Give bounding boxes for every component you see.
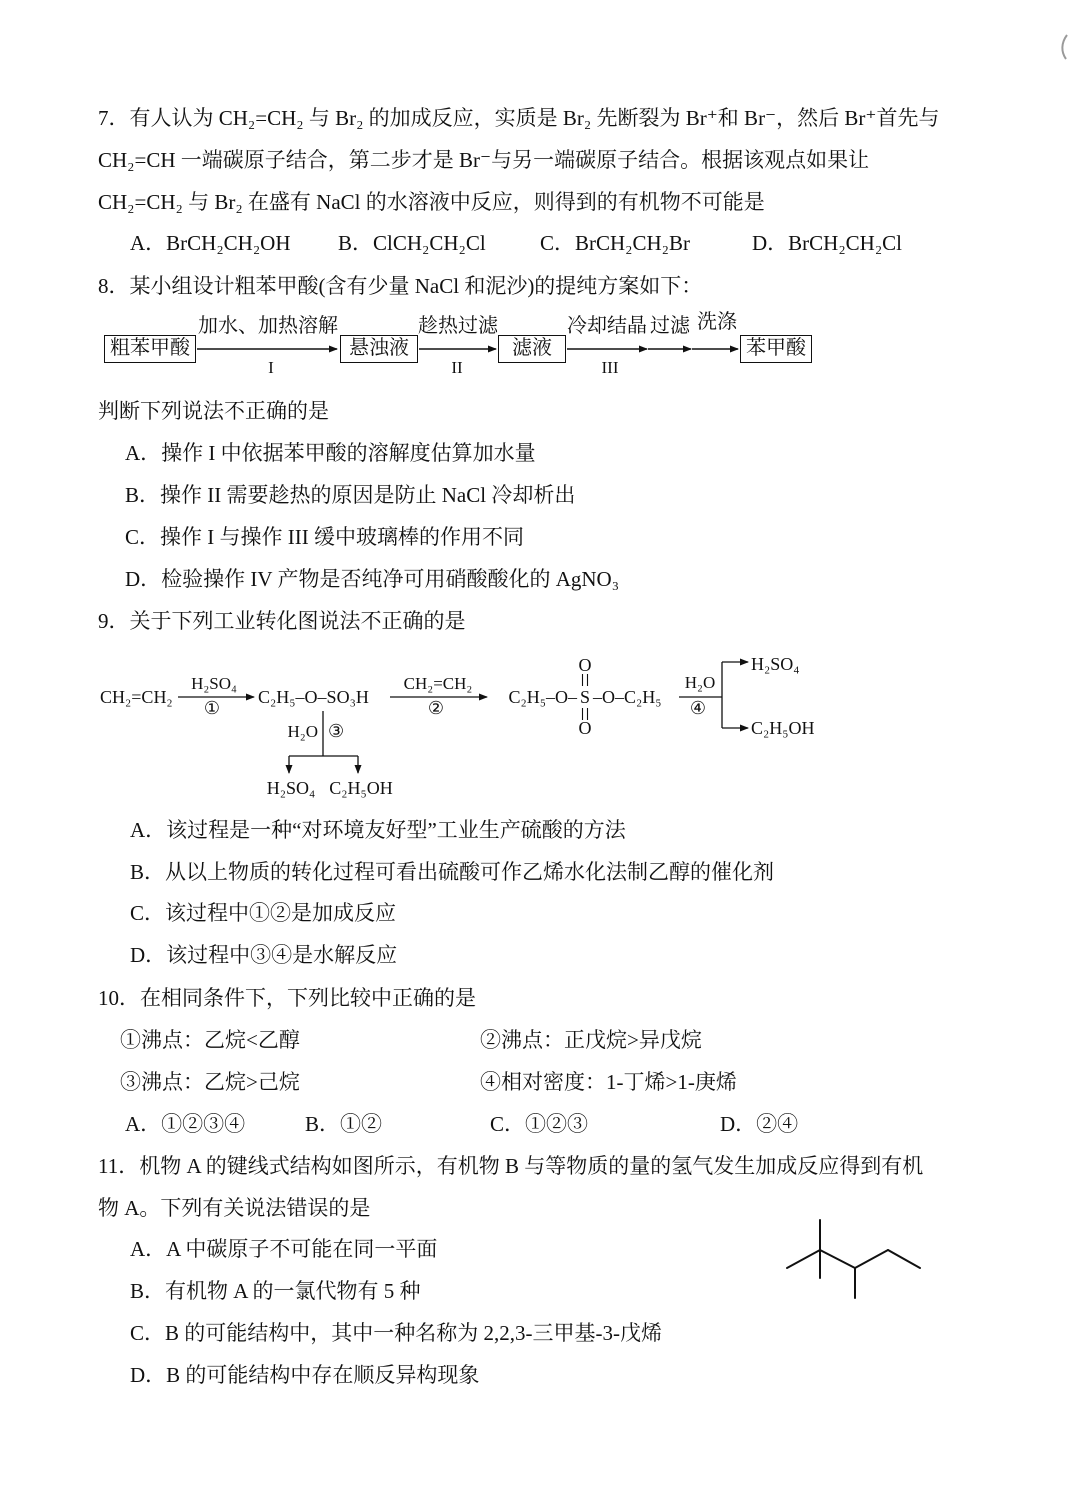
q9-option-a: A．该过程是一种“对环境友好型”工业生产硫酸的方法 [130,818,626,842]
q7-stem-line-3: CH₂=CH₂ 与 Br₂ 在盛有 NaCl 的水溶液中反应，则得到的有机物不可能是 [98,190,765,214]
q11-stem-line-2: 物 A。下列有关说法错误的是 [98,1196,371,1220]
flow-step-3-numeral: III [601,358,619,377]
scheme-step-3-number: ③ [328,721,345,741]
flow-step-3-label-filter: 过滤 [650,315,690,337]
scheme-intermediate-2-left: C₂H₅–O– [508,687,577,707]
scheme-step-3-product-ethanol: C₂H₅OH [329,778,393,798]
q7-stem-line-1: 7．有人认为 CH₂=CH₂ 与 Br₂ 的加成反应，实质是 Br₂ 先断裂为 Br⁺和 Br⁻，然后 Br⁺首先与 [98,106,940,130]
q10-option-b: B．①② [305,1112,383,1136]
q8-stem: 8．某小组设计粗苯甲酸(含有少量 NaCl 和泥沙)的提纯方案如下： [98,274,703,298]
q10-statement-1: ①沸点：乙烷<乙醇 [120,1028,300,1052]
scheme-step-1-number: ① [203,698,221,718]
flow-box-suspension: 悬浊液 [340,335,418,363]
scheme-step-4-product-ethanol: C₂H₅OH [751,718,815,738]
q10-option-d: D．②④ [720,1112,799,1136]
scheme-step-4-number: ④ [689,698,707,718]
scheme-step-4-product-sulfuric-acid: H₂SO₄ [751,654,800,674]
q7-option-d: D．BrCH₂CH₂Cl [752,231,902,255]
q11-option-c: C．B 的可能结构中，其中一种名称为 2,2,3-三甲基-3-戊烯 [130,1321,662,1345]
flow-step-3-label-wash: 洗涤 [697,311,737,333]
q9-option-c: C．该过程中①②是加成反应 [130,901,397,925]
q11-stem-line-1: 11．机物 A 的键线式结构如图所示，有机物 B 与等物质的量的氢气发生加成反应得到有机 [98,1154,924,1178]
q8-option-d: D．检验操作 IV 产物是否纯净可用硝酸酸化的 AgNO₃ [125,567,620,591]
q7-option-c: C．BrCH₂CH₂Br [540,231,690,255]
scheme-step-2-reagent: CH₂=CH₂ [403,674,473,693]
bond-c4-c5 [888,1250,920,1268]
flow-step-2-numeral: II [451,358,463,377]
flow-step-3-label-cooling: 冷却结晶 [567,315,647,337]
q11-bond-line-structure [780,1215,925,1305]
q11-option-b: B．有机物 A 的一氯代物有 5 种 [130,1279,421,1303]
q11-option-a: A．A 中碳原子不可能在同一平面 [130,1237,438,1261]
scheme-intermediate-2-right: –O–C₂H₅ [593,687,662,707]
q10-option-a: A．①②③④ [125,1112,246,1136]
scheme-ethylene-start: CH₂=CH₂ [100,687,173,707]
flow-step-1-label: 加水、加热溶解 [198,315,338,337]
scheme-step-3-reagent: H₂O [287,722,318,741]
q10-stem: 10．在相同条件下，下列比较中正确的是 [98,986,476,1010]
scheme-intermediate-1: C₂H₅–O–SO₃H [258,687,369,707]
q9-stem: 9．关于下列工业转化图说法不正确的是 [98,609,466,633]
q7-option-a: A．BrCH₂CH₂OH [130,231,291,255]
q9-option-d: D．该过程中③④是水解反应 [130,943,398,967]
scan-edge-mark-stroke [1062,35,1067,59]
scheme-step-1-reagent: H₂SO₄ [191,674,237,693]
scheme-intermediate-2-bottom-oxygen: O [578,718,592,738]
scan-edge-mark [1058,28,1070,70]
q7-stem-line-2: CH₂=CH 一端碳原子结合，第二步才是 Br⁻与另一端碳原子结合。根据该观点如果让 [98,148,870,172]
bond-c1-c2 [787,1250,820,1268]
q8-option-a: A．操作 I 中依据苯甲酸的溶解度估算加水量 [125,441,536,465]
bond-c3-c4 [855,1250,888,1268]
q11-option-d: D．B 的可能结构中存在顺反异构现象 [130,1363,480,1387]
q7-option-b: B．ClCH₂CH₂Cl [338,231,486,255]
q10-statement-4: ④相对密度：1-丁烯>1-庚烯 [480,1070,737,1094]
flow-box-filtrate: 滤液 [498,335,566,363]
q9-option-b: B．从以上物质的转化过程可看出硫酸可作乙烯水化法制乙醇的催化剂 [130,860,775,884]
q10-statement-2: ②沸点：正戊烷>异戊烷 [480,1028,702,1052]
flow-step-2-label: 趁热过滤 [418,315,498,337]
q10-option-c: C．①②③ [490,1112,589,1136]
q8-option-b: B．操作 II 需要趁热的原因是防止 NaCl 冷却析出 [125,483,576,507]
flow-arrows [190,340,750,360]
scheme-step-3-product-sulfuric-acid: H₂SO₄ [266,778,316,798]
q9-reaction-scheme [90,645,840,805]
scheme-step-2-number: ② [427,698,445,718]
scheme-intermediate-2-top-oxygen: O [578,655,592,675]
scheme-intermediate-2-sulfur: S [579,687,591,707]
flow-box-crude-benzoic-acid: 粗苯甲酸 [104,335,196,363]
scheme-step-4-reagent: H₂O [684,673,716,692]
q8-prompt: 判断下列说法不正确的是 [98,399,329,423]
q10-statement-3: ③沸点：乙烷>己烷 [120,1070,300,1094]
q8-option-c: C．操作 I 与操作 III 缓中玻璃棒的作用不同 [125,525,524,549]
flow-box-benzoic-acid: 苯甲酸 [740,335,812,363]
flow-step-1-numeral: I [268,358,274,377]
bond-c2-c3 [820,1250,855,1268]
